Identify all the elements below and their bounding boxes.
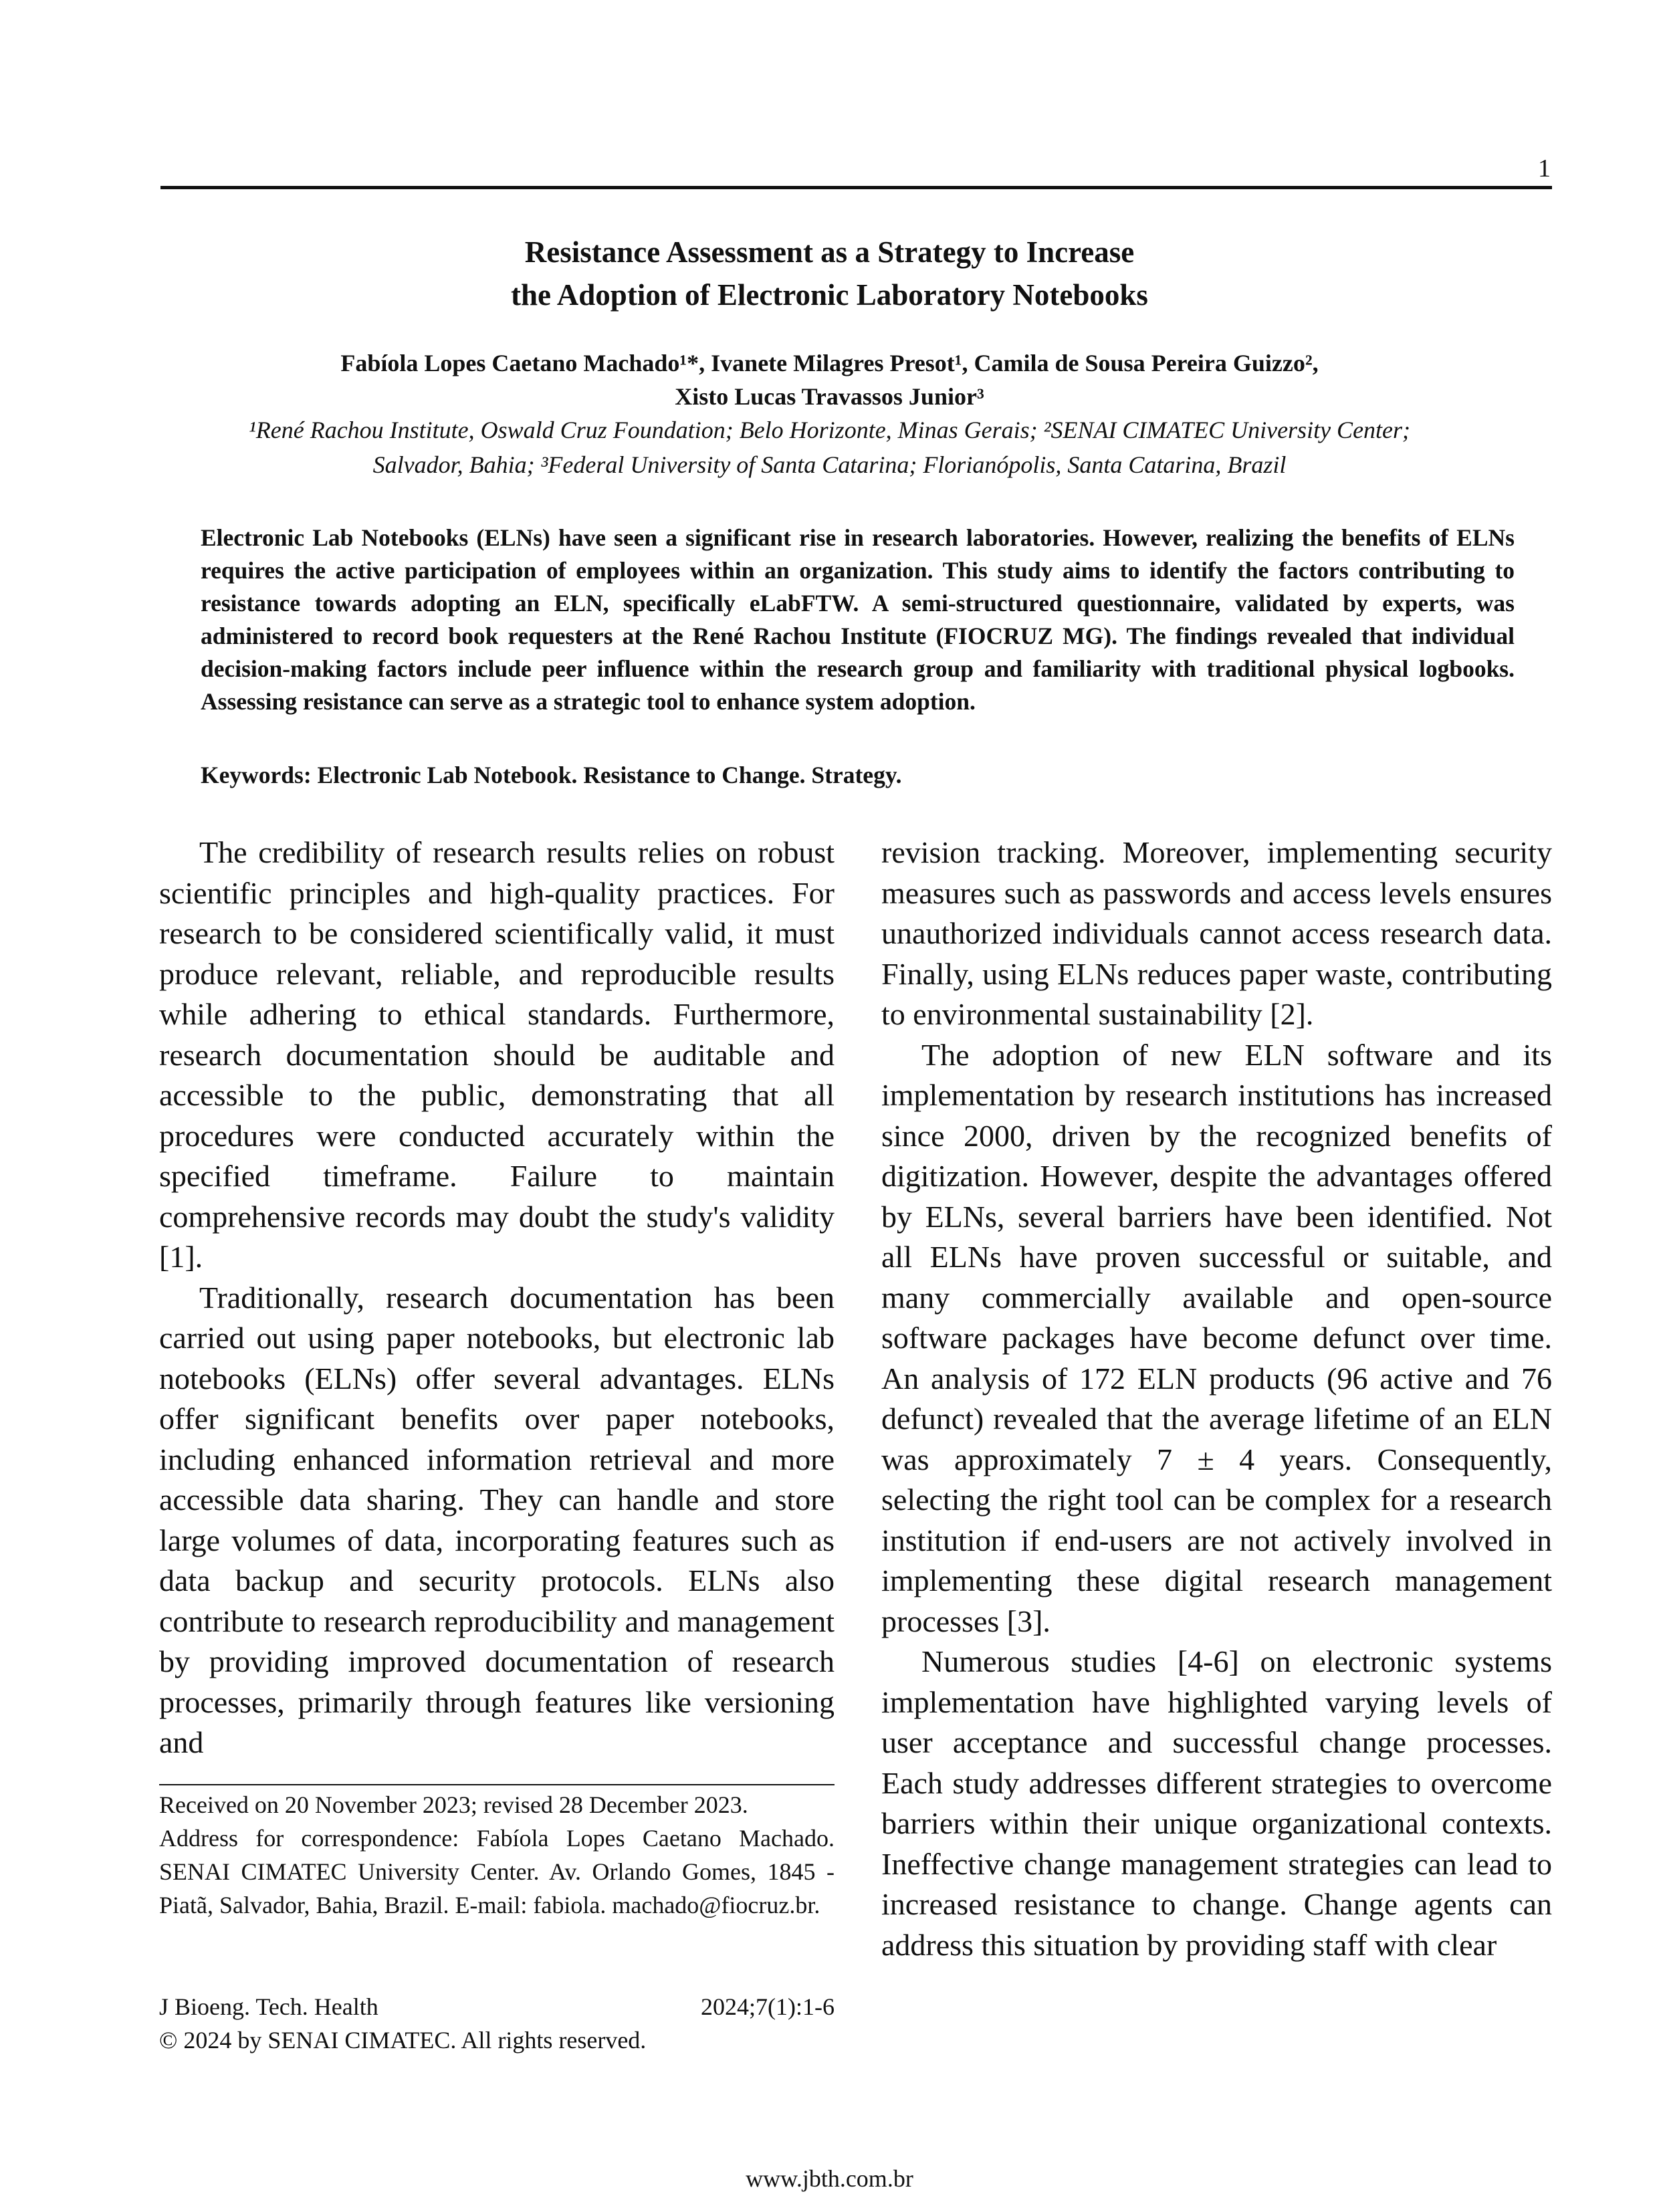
received-dates: Received on 20 November 2023; revised 28 December 2023. <box>159 1791 748 1818</box>
paragraph: Traditionally, research documentation has been carried out using paper notebooks, but electronic lab notebooks (ELNs) offer several advantages. ELNs offer significant benefits over paper notebooks, including enhanced information retrieval and more accessible data sharing. They can handle and store large volumes of data, incorporating features such as data backup and security protocols. ELNs also contribute to research reproducibility and management by providing improved documentation of research processes, primarily through features like versioning and <box>159 1280 835 1759</box>
body-column-left <box>159 833 835 1763</box>
journal-info <box>159 1990 835 2057</box>
abstract-text: Electronic Lab Notebooks (ELNs) have seen a significant rise in research laboratories. However, realizing the benefits of ELNs requires the active participation of employees within an organization. This study aims to identify the factors contributing to resistance towards adopting an ELN, specifically eLabFTW. A semi-structured questionnaire, validated by experts, was administered to record book requesters at the René Rachou Institute (FIOCRUZ MG). The findings revealed that individual decision-making factors include peer influence within the research group and familiarity with traditional physical logbooks. Assessing resistance can serve as a strategic tool to enhance system adoption. <box>201 524 1515 715</box>
keywords: Keywords: Electronic Lab Notebook. Resistance to Change. Strategy. <box>201 762 902 788</box>
affiliations-line-2: Salvador, Bahia; ³Federal University of Santa Catarina; Florianópolis, Santa Catarina, Brazil <box>372 451 1287 478</box>
correspondence-address: Address for correspondence: Fabíola Lopes Caetano Machado. SENAI CIMATEC University Center. Av. Orlando Gomes, 1845 - Piatã, Salvador, Bahia, Brazil. E-mail: fabiola. machado@fiocruz.br. <box>159 1825 835 1918</box>
authors-line-2: Xisto Lucas Travassos Junior³ <box>675 383 984 410</box>
paragraph: Numerous studies [4-6] on electronic systems implementation have highlighted varying levels of user acceptance and successful change processes. Each study addresses different strategies to overcome barriers within their unique organizational contexts. Ineffective change management strategies can lead to increased resistance to change. Change agents can address this situation by providing staff with clear <box>881 1644 1552 1962</box>
footnote <box>159 1788 835 1922</box>
title-line-2: the Adoption of Electronic Laboratory Notebooks <box>511 278 1148 312</box>
page-number: 1 <box>1538 154 1551 183</box>
body-column-right <box>881 833 1552 1965</box>
paragraph: The credibility of research results relies on robust scientific principles and high-quality practices. For research to be considered scientifically valid, it must produce relevant, reliable, and reproducible results while adhering to ethical standards. Furthermore, research documentation should be auditable and accessible to the public, demonstrating that all procedures were conducted accurately within the specified timeframe. Failure to maintain comprehensive records may doubt the study's validity [1]. <box>159 835 835 1274</box>
affiliations <box>0 413 1659 482</box>
article-title <box>0 231 1659 316</box>
paragraph: The adoption of new ELN software and its implementation by research institutions has increased since 2000, driven by the recognized benefits of digitization. However, despite the advantages offered by ELNs, several barriers have been identified. Not all ELNs have proven successful or suitable, and many commercially available and open-source software packages have become defunct over time. An analysis of 172 ELN products (96 active and 76 defunct) revealed that the average lifetime of an ELN was approximately 7 ± 4 years. Consequently, selecting the right tool can be complex for a research institution if end-users are not actively involved in implementing these digital research management processes [3]. <box>881 1037 1552 1638</box>
footnote-divider <box>159 1784 835 1785</box>
journal-citation: 2024;7(1):1-6 <box>701 1993 835 2020</box>
journal-name: J Bioeng. Tech. Health <box>159 1993 378 2020</box>
header-rule <box>160 186 1552 189</box>
title-line-1: Resistance Assessment as a Strategy to Increase <box>524 235 1135 269</box>
affiliations-line-1: ¹René Rachou Institute, Oswald Cruz Foundation; Belo Horizonte, Minas Gerais; ²SENAI CIMATEC University Center; <box>248 417 1411 443</box>
author-list <box>0 346 1659 413</box>
copyright: © 2024 by SENAI CIMATEC. All rights reserved. <box>159 2027 647 2054</box>
paragraph: revision tracking. Moreover, implementing security measures such as passwords and access levels ensures unauthorized individuals cannot access research data. Finally, using ELNs reduces paper waste, contributing to environmental sustainability [2]. <box>881 835 1552 1031</box>
journal-url: www.jbth.com.br <box>746 2165 913 2192</box>
authors-line-1: Fabíola Lopes Caetano Machado¹*, Ivanete Milagres Presot¹, Camila de Sousa Pereira Guizzo², <box>340 350 1319 376</box>
abstract <box>201 522 1515 718</box>
